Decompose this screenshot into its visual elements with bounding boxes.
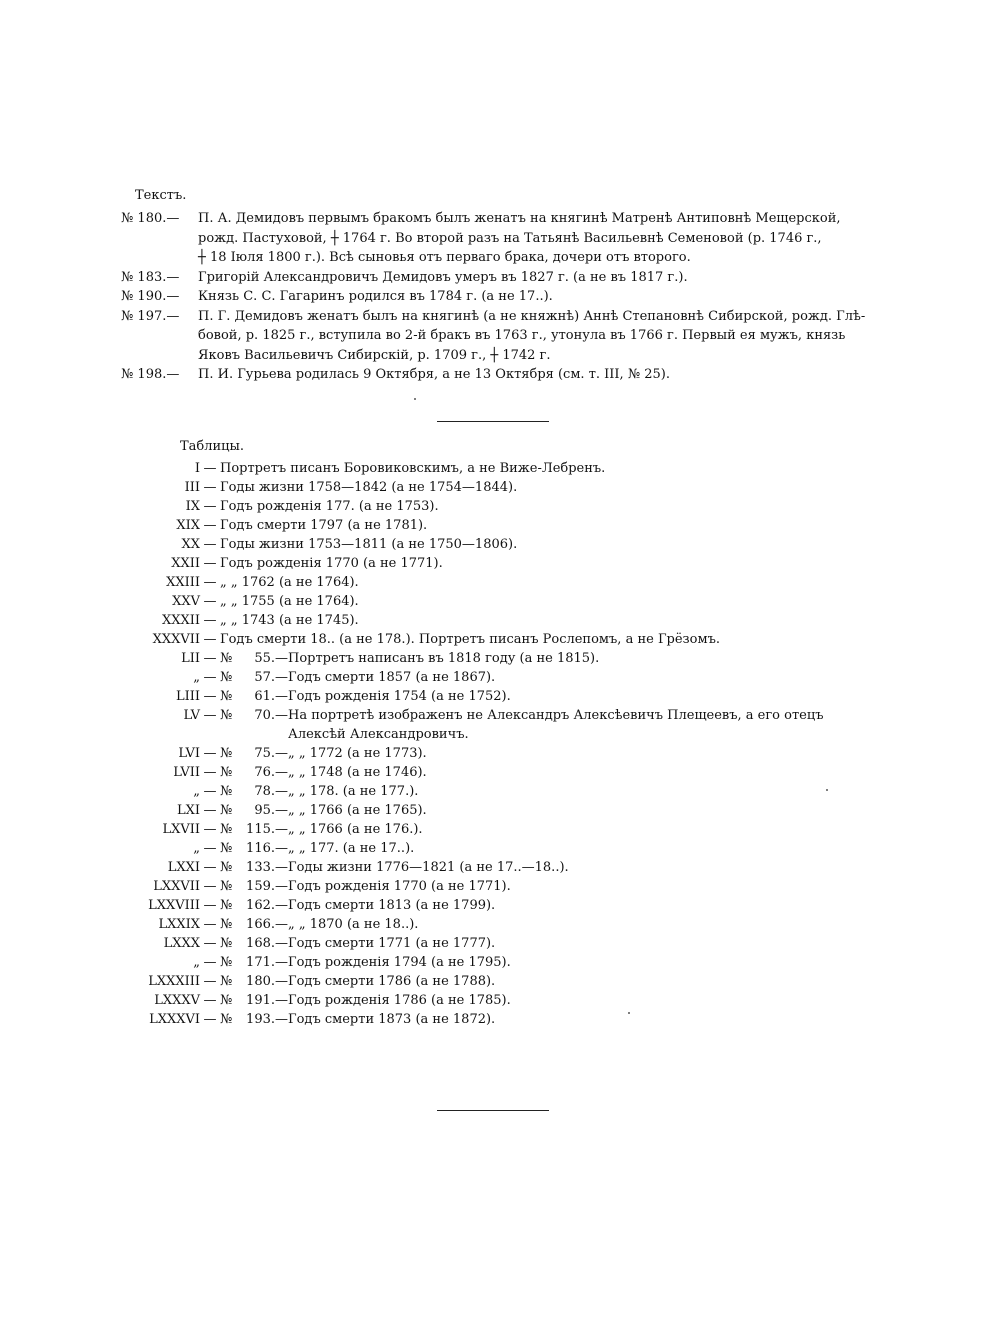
correction-line: Портретъ писанъ Боровиковскимъ, а не Виже-Лебренъ. — [220, 461, 606, 476]
correction-line: Годъ смерти 1813 (а не 1799). — [288, 898, 496, 913]
plate-number: LXXXV — [154, 993, 200, 1008]
correction-text — [288, 1010, 900, 1029]
table-row — [100, 497, 900, 516]
dash-separator: — — [203, 917, 217, 932]
plate-number: LII — [181, 651, 200, 666]
end-divider — [437, 1110, 549, 1111]
correction-text — [288, 991, 900, 1010]
dash-separator: — — [203, 841, 217, 856]
dash-separator: — — [203, 594, 217, 609]
entry-number: 168.— — [246, 936, 288, 951]
correction-text — [288, 953, 900, 972]
plate-number: LXXX — [163, 936, 200, 951]
text-section-heading: Текстъ. — [135, 188, 187, 203]
entry-number: 180.— — [246, 974, 288, 989]
correction-text — [288, 915, 900, 934]
correction-line: „ „ 1766 (а не 176.). — [288, 822, 423, 837]
entry-line: П. Г. Демидовъ женатъ былъ на княгинѣ (а не княжнѣ) Аннѣ Степановнѣ Сибирской, рожд. Глѣ- — [198, 308, 866, 324]
dash-separator: — — [203, 670, 217, 685]
text-entry — [121, 287, 881, 307]
table-row — [100, 649, 900, 668]
correction-text — [288, 687, 900, 706]
number-sign: № — [220, 670, 233, 685]
number-sign: № — [220, 841, 233, 856]
plate-number: LXI — [176, 803, 200, 818]
dash-separator: — — [203, 708, 217, 723]
correction-text — [288, 649, 900, 668]
entry-number: 95.— — [254, 803, 288, 818]
number-sign: № — [220, 1012, 233, 1027]
table-row — [100, 896, 900, 915]
entry-number: 115.— — [246, 822, 288, 837]
table-row — [100, 801, 900, 820]
table-row — [100, 858, 900, 877]
plate-number: LVII — [173, 765, 200, 780]
dash-separator: — — [203, 898, 217, 913]
correction-line: „ „ 1870 (а не 18..). — [288, 917, 419, 932]
dash-separator: — — [203, 803, 217, 818]
plate-number: I — [194, 461, 200, 476]
speck-mark — [628, 1012, 630, 1014]
text-entry — [121, 307, 881, 366]
number-sign: № — [220, 822, 233, 837]
correction-text — [220, 459, 900, 478]
correction-text — [288, 744, 900, 763]
text-entry — [121, 365, 881, 385]
table-row — [100, 478, 900, 497]
entry-line: П. А. Демидовъ первымъ бракомъ былъ женатъ на княгинѣ Матренѣ Антиповнѣ Мещерской, — [198, 211, 841, 226]
correction-text — [288, 668, 900, 687]
tables-section-heading: Таблицы. — [180, 439, 245, 454]
text-entry — [121, 209, 881, 268]
correction-line: Годъ смерти 1873 (а не 1872). — [288, 1012, 496, 1027]
correction-line: Годы жизни 1758—1842 (а не 1754—1844). — [220, 480, 518, 495]
correction-line: „ „ 1766 (а не 1765). — [288, 803, 427, 818]
table-row — [100, 516, 900, 535]
plate-number: III — [184, 480, 200, 495]
correction-text — [220, 478, 900, 497]
entry-body — [198, 365, 881, 385]
entry-number: 76.— — [254, 765, 288, 780]
table-row — [100, 915, 900, 934]
plate-number: LVI — [178, 746, 200, 761]
dash-separator: — — [203, 689, 217, 704]
correction-line: Годъ смерти 1797 (а не 1781). — [220, 518, 428, 533]
dash-separator: — — [203, 955, 217, 970]
correction-text — [220, 516, 900, 535]
plate-number: XXIII — [166, 575, 200, 590]
plate-number: XIX — [176, 518, 200, 533]
table-row — [100, 1010, 900, 1029]
speck-mark — [414, 398, 416, 400]
number-sign: № — [220, 955, 233, 970]
table-row — [100, 611, 900, 630]
correction-text — [288, 972, 900, 991]
text-entry — [121, 268, 881, 288]
plate-number: „ — [193, 955, 200, 970]
table-row — [100, 630, 900, 649]
speck-mark — [826, 789, 828, 791]
plate-number: LXXXVI — [149, 1012, 200, 1027]
table-row — [100, 573, 900, 592]
entry-line: ┼ 18 Іюля 1800 г.). Всѣ сыновья отъ перваго брака, дочери отъ второго. — [198, 250, 691, 265]
correction-line: На портретѣ изображенъ не Александръ Алексѣевичъ Плещеевъ, а его отецъ — [288, 708, 824, 723]
number-sign: № — [220, 784, 233, 799]
correction-line: „ „ 1748 (а не 1746). — [288, 765, 427, 780]
entry-number: 133.— — [246, 860, 288, 875]
correction-text — [288, 706, 900, 744]
correction-line: Годъ рожденія 1786 (а не 1785). — [288, 993, 511, 1008]
table-row — [100, 991, 900, 1010]
correction-line: Годъ смерти 1771 (а не 1777). — [288, 936, 496, 951]
correction-line: „ „ 1755 (а не 1764). — [220, 594, 359, 609]
dash-separator: — — [203, 784, 217, 799]
number-sign: № — [220, 765, 233, 780]
table-row — [100, 877, 900, 896]
correction-text — [288, 801, 900, 820]
plate-number: LXXVII — [153, 879, 200, 894]
entry-number: 171.— — [246, 955, 288, 970]
dash-separator: — — [203, 651, 217, 666]
dash-separator: — — [203, 480, 217, 495]
dash-separator: — — [203, 632, 217, 647]
number-sign: № — [220, 917, 233, 932]
correction-line: Годъ смерти 18.. (а не 178.). Портретъ писанъ Рослепомъ, а не Грёзомъ. — [220, 632, 720, 647]
entry-number: № 180.— — [121, 211, 180, 226]
entry-number: 70.— — [254, 708, 288, 723]
number-sign: № — [220, 708, 233, 723]
correction-text — [288, 820, 900, 839]
table-row — [100, 554, 900, 573]
correction-line: Годъ рожденія 177. (а не 1753). — [220, 499, 439, 514]
entry-number: 193.— — [246, 1012, 288, 1027]
entry-number: 78.— — [254, 784, 288, 799]
table-row — [100, 706, 900, 744]
plate-number: „ — [193, 784, 200, 799]
entry-number: № 190.— — [121, 289, 180, 304]
correction-text — [220, 592, 900, 611]
table-row — [100, 934, 900, 953]
correction-text — [220, 535, 900, 554]
entry-number: № 183.— — [121, 269, 180, 285]
tables-section-rows — [100, 459, 900, 1029]
entry-body — [198, 268, 881, 288]
number-sign: № — [220, 974, 233, 989]
dash-separator: — — [203, 974, 217, 989]
plate-number: LV — [183, 708, 200, 723]
dash-separator: — — [203, 936, 217, 951]
entry-line: Григорій Александровичъ Демидовъ умеръ въ 1827 г. (а не въ 1817 г.). — [198, 269, 688, 285]
table-row — [100, 953, 900, 972]
correction-line: Годъ рожденія 1794 (а не 1795). — [288, 955, 511, 970]
correction-line: „ „ 1772 (а не 1773). — [288, 746, 427, 761]
entry-number: 159.— — [246, 879, 288, 894]
entry-line: Князь С. С. Гагаринъ родился въ 1784 г. (а не 17..). — [198, 289, 553, 304]
number-sign: № — [220, 879, 233, 894]
entry-body — [198, 287, 881, 307]
correction-line: Годъ рожденія 1770 (а не 1771). — [220, 556, 443, 571]
correction-line: „ „ 1762 (а не 1764). — [220, 575, 359, 590]
plate-number: „ — [193, 670, 200, 685]
correction-text — [288, 896, 900, 915]
dash-separator: — — [203, 499, 217, 514]
entry-body — [198, 209, 881, 268]
dash-separator: — — [203, 537, 217, 552]
number-sign: № — [220, 689, 233, 704]
table-row — [100, 972, 900, 991]
plate-number: LIII — [175, 689, 200, 704]
dash-separator: — — [203, 461, 217, 476]
dash-separator: — — [203, 822, 217, 837]
table-row — [100, 459, 900, 478]
section-divider — [437, 421, 549, 422]
plate-number: „ — [193, 841, 200, 856]
plate-number: LXXXIII — [148, 974, 200, 989]
entry-number: 166.— — [246, 917, 288, 932]
entry-line: рожд. Пастуховой, ┼ 1764 г. Во второй разъ на Татьянѣ Васильевнѣ Семеновой (р. 1746 г., — [198, 230, 822, 246]
correction-text — [288, 839, 900, 858]
dash-separator: — — [203, 613, 217, 628]
correction-text — [288, 934, 900, 953]
correction-line: Годъ рожденія 1770 (а не 1771). — [288, 879, 511, 894]
dash-separator: — — [203, 746, 217, 761]
table-row — [100, 668, 900, 687]
plate-number: XXII — [171, 556, 200, 571]
plate-number: XXXVII — [152, 632, 200, 647]
correction-line: „ „ 1743 (а не 1745). — [220, 613, 359, 628]
number-sign: № — [220, 993, 233, 1008]
entry-line: бовой, р. 1825 г., вступила во 2-й бракъ въ 1763 г., утонула въ 1766 г. Первый ея мужъ, князь — [198, 328, 846, 343]
correction-text — [288, 763, 900, 782]
entry-number: 116.— — [246, 841, 288, 856]
entry-line: Яковъ Васильевичъ Сибирскій, р. 1709 г., ┼ 1742 г. — [198, 347, 551, 363]
table-row — [100, 763, 900, 782]
table-row — [100, 687, 900, 706]
entry-number: 75.— — [254, 746, 288, 761]
plate-number: LXXI — [167, 860, 200, 875]
number-sign: № — [220, 860, 233, 875]
correction-text — [288, 877, 900, 896]
table-row — [100, 782, 900, 801]
number-sign: № — [220, 936, 233, 951]
plate-number: LXXIX — [158, 917, 200, 932]
dash-separator: — — [203, 879, 217, 894]
entry-number: 61.— — [254, 689, 288, 704]
number-sign: № — [220, 898, 233, 913]
entry-number: 55.— — [254, 651, 288, 666]
correction-line: „ „ 177. (а не 17..). — [288, 841, 415, 856]
correction-line: Годъ рожденія 1754 (а не 1752). — [288, 689, 511, 704]
correction-text — [220, 630, 900, 649]
correction-text — [288, 782, 900, 801]
plate-number: IX — [185, 499, 200, 514]
number-sign: № — [220, 803, 233, 818]
entry-number: 57.— — [254, 670, 288, 685]
entry-number: 162.— — [246, 898, 288, 913]
correction-text — [220, 611, 900, 630]
correction-text — [220, 573, 900, 592]
dash-separator: — — [203, 860, 217, 875]
entry-body — [198, 307, 881, 366]
correction-text — [288, 858, 900, 877]
entry-line: П. И. Гурьева родилась 9 Октября, а не 13 Октября (см. т. III, № 25). — [198, 367, 671, 382]
table-row — [100, 535, 900, 554]
number-sign: № — [220, 746, 233, 761]
entry-number: 191.— — [246, 993, 288, 1008]
dash-separator: — — [203, 575, 217, 590]
table-row — [100, 744, 900, 763]
correction-line: Годы жизни 1776—1821 (а не 17..—18..). — [288, 860, 569, 875]
table-row — [100, 592, 900, 611]
correction-line: „ „ 178. (а не 177.). — [288, 784, 419, 799]
plate-number: LXXVIII — [148, 898, 200, 913]
text-section-entries — [121, 209, 881, 385]
dash-separator: — — [203, 765, 217, 780]
dash-separator: — — [203, 993, 217, 1008]
entry-number: № 197.— — [121, 308, 180, 324]
entry-number: № 198.— — [121, 367, 180, 382]
dash-separator: — — [203, 556, 217, 571]
correction-line: Алексѣй Александровичъ. — [288, 727, 469, 742]
table-row — [100, 820, 900, 839]
correction-text — [220, 497, 900, 516]
table-row — [100, 839, 900, 858]
dash-separator: — — [203, 518, 217, 533]
number-sign: № — [220, 651, 233, 666]
dash-separator: — — [203, 1012, 217, 1027]
plate-number: LXVII — [162, 822, 200, 837]
plate-number: XX — [181, 537, 200, 552]
correction-text — [220, 554, 900, 573]
correction-line: Годы жизни 1753—1811 (а не 1750—1806). — [220, 537, 518, 552]
plate-number: XXXII — [161, 613, 200, 628]
correction-line: Портретъ написанъ въ 1818 году (а не 1815). — [288, 651, 600, 666]
correction-line: Годъ смерти 1857 (а не 1867). — [288, 670, 496, 685]
correction-line: Годъ смерти 1786 (а не 1788). — [288, 974, 496, 989]
plate-number: XXV — [172, 594, 200, 609]
